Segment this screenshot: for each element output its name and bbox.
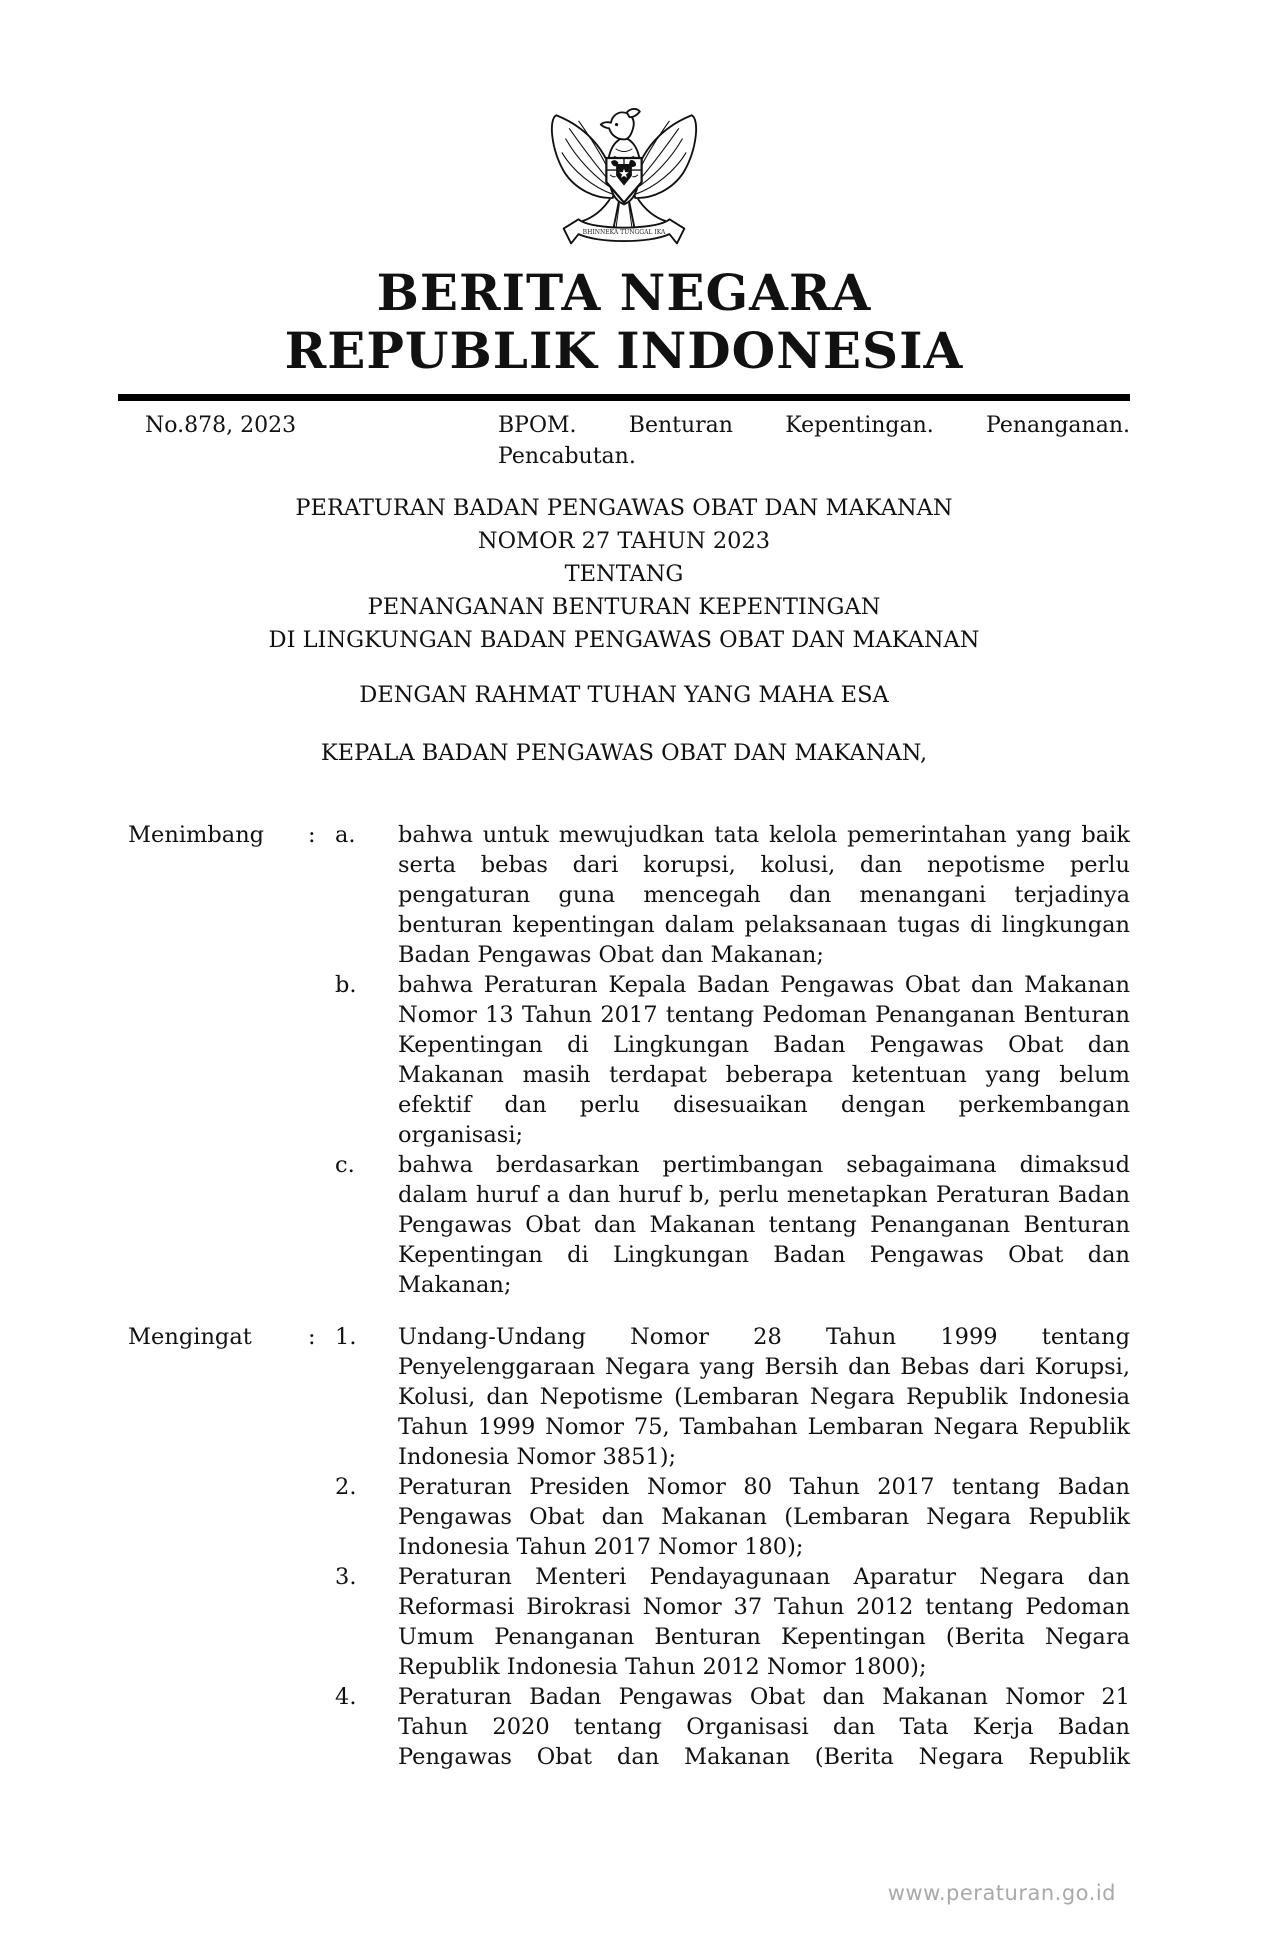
- garuda-eye: [615, 123, 618, 126]
- issue-subject-line1: BPOM. Benturan Kepentingan. Penanganan.: [498, 413, 1130, 438]
- recalling-items: [335, 1322, 1130, 1772]
- garuda-right-wing: [633, 115, 696, 198]
- considering-clause: [118, 820, 1130, 1300]
- gazette-title-line2: REPUBLIK INDONESIA: [284, 321, 964, 380]
- recalling-item-2: [335, 1472, 1130, 1562]
- item-text: bahwa untuk mewujudkan tata kelola pemerintahan yang baik serta bebas dari korupsi, kolusi, dan nepotisme perlu pengaturan guna mencegah dan menangani terjadinya benturan kepentingan dalam pelaksanaan tugas di lingkungan Badan Pengawas Obat dan Makanan;: [398, 822, 1130, 968]
- considering-item-b: [335, 970, 1130, 1150]
- regulation-title-line2: NOMOR 27 TAHUN 2023: [477, 528, 771, 554]
- item-text: Undang-Undang Nomor 28 Tahun 1999 tentang Penyelenggaraan Negara yang Bersih dan Bebas dari Korupsi, Kolusi, dan Nepotisme (Lembaran Negara Republik Indonesia Tahun 1999 Nomor 75, Tambahan Lembaran Negara Republik Indonesia Nomor 3851);: [398, 1324, 1130, 1470]
- regulation-title-line3: TENTANG: [564, 561, 684, 587]
- recalling-item-3: [335, 1562, 1130, 1682]
- regulation-title-line5: DI LINGKUNGAN BADAN PENGAWAS OBAT DAN MAKANAN: [268, 627, 980, 653]
- issue-subject: [498, 410, 1130, 472]
- item-marker: 2.: [335, 1474, 357, 1500]
- garuda-pancasila-emblem: [545, 106, 703, 262]
- regulation-title-line1: PERATURAN BADAN PENGAWAS OBAT DAN MAKANAN: [295, 495, 953, 521]
- issue-subject-line2: Pencabutan.: [498, 444, 636, 469]
- issue-row: [118, 410, 1130, 472]
- banner-motto-text: BHINNEKA TUNGGAL IKA: [582, 229, 666, 237]
- garuda-head: [601, 109, 640, 140]
- recalling-label: Mengingat: [128, 1324, 252, 1350]
- issue-number: No.878, 2023: [145, 413, 297, 438]
- emblem-wrap: [118, 0, 1130, 264]
- garuda-crest: [627, 109, 640, 117]
- regulation-title: [118, 492, 1130, 657]
- recalling-clause: [118, 1322, 1130, 1772]
- item-text: Peraturan Menteri Pendayagunaan Aparatur Negara dan Reformasi Birokrasi Nomor 37 Tahun 2012 tentang Pedoman Umum Penanganan Benturan Kepentingan (Berita Negara Republik Indonesia Tahun 2012 Nomor 1800);: [398, 1564, 1130, 1680]
- item-marker: 1.: [335, 1324, 357, 1350]
- gazette-title-line1: BERITA NEGARA: [376, 263, 872, 322]
- item-text: bahwa berdasarkan pertimbangan sebagaimana dimaksud dalam huruf a dan huruf b, perlu menetapkan Peraturan Badan Pengawas Obat dan Makanan tentang Penanganan Benturan Kepentingan di Lingkungan Badan Pengawas Obat dan Makanan;: [398, 1152, 1130, 1298]
- recalling-item-1: [335, 1322, 1130, 1472]
- item-marker: 4.: [335, 1684, 357, 1710]
- item-marker: b.: [335, 972, 357, 998]
- considering-item-a: [335, 820, 1130, 970]
- item-text: Peraturan Presiden Nomor 80 Tahun 2017 tentang Badan Pengawas Obat dan Makanan (Lembaran Negara Republik Indonesia Tahun 2017 Nomor 180);: [398, 1474, 1130, 1560]
- item-marker: c.: [335, 1152, 355, 1178]
- invocation-line: DENGAN RAHMAT TUHAN YANG MAHA ESA: [359, 682, 889, 708]
- recalling-colon: :: [308, 1324, 316, 1350]
- authority-line: KEPALA BADAN PENGAWAS OBAT DAN MAKANAN,: [320, 740, 928, 766]
- item-text: Peraturan Badan Pengawas Obat dan Makanan Nomor 21 Tahun 2020 tentang Organisasi dan Tata Kerja Badan Pengawas Obat dan Makanan (Berita Negara Republik: [398, 1684, 1130, 1770]
- masthead-divider: [118, 394, 1130, 401]
- regulation-title-line4: PENANGANAN BENTURAN KEPENTINGAN: [367, 594, 881, 620]
- considering-items: [335, 820, 1130, 1300]
- considering-colon: :: [308, 822, 316, 848]
- item-marker: 3.: [335, 1564, 357, 1590]
- recalling-item-4: [335, 1682, 1130, 1772]
- item-marker: a.: [335, 822, 356, 848]
- watermark-url: www.peraturan.go.id: [887, 1881, 1116, 1905]
- considering-label: Menimbang: [128, 822, 265, 848]
- considering-item-c: [335, 1150, 1130, 1300]
- item-text: bahwa Peraturan Kepala Badan Pengawas Obat dan Makanan Nomor 13 Tahun 2017 tentang Pedoman Penanganan Benturan Kepentingan di Lingkungan Badan Pengawas Obat dan Makanan masih terdapat beberapa ketentuan yang belum efektif dan perlu disesuaikan dengan perkembangan organisasi;: [398, 972, 1130, 1148]
